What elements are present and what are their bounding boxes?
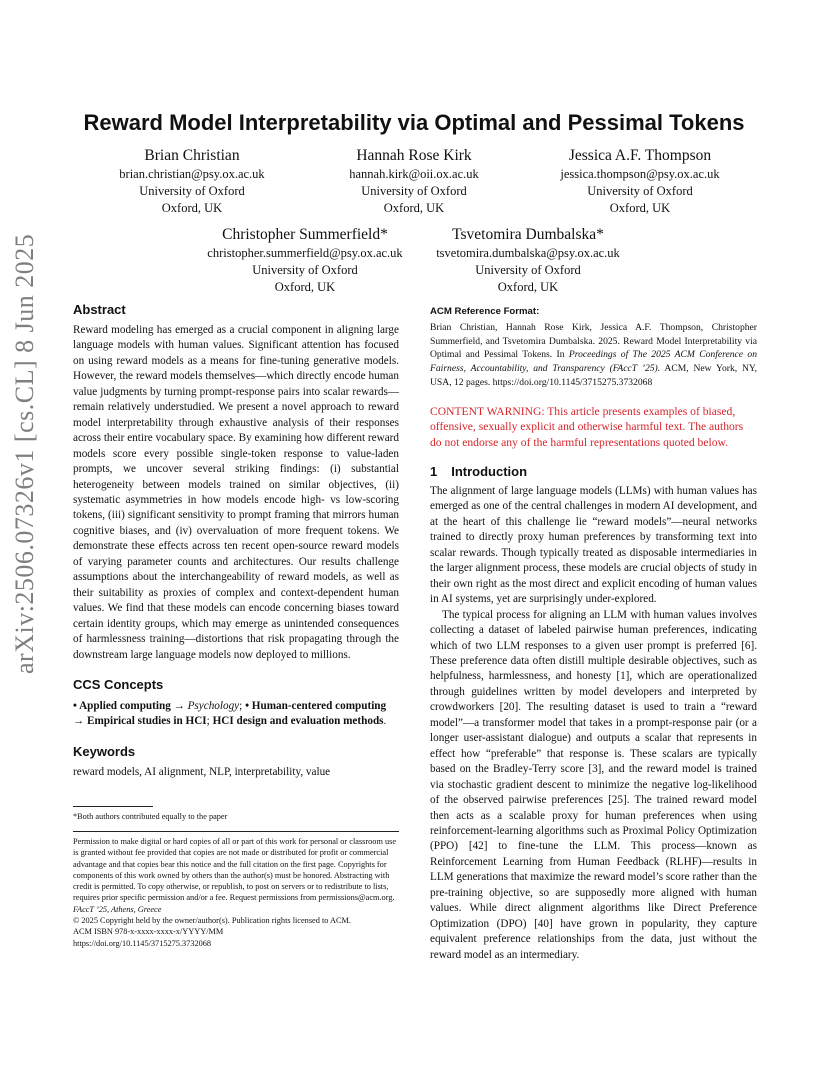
keywords-text: reward models, AI alignment, NLP, interpretability, value — [73, 765, 331, 778]
section-number: 1 — [430, 464, 438, 479]
author-block-4 — [190, 225, 420, 296]
conference-info: FAccT ’25, Athens, Greece — [73, 904, 162, 914]
author-location: Oxford, UK — [274, 280, 336, 294]
intro-heading — [430, 464, 757, 479]
keywords-heading: Keywords — [73, 743, 136, 759]
section-title: Introduction — [451, 464, 528, 479]
acm-reference-venue: Proceedings of The 2025 ACM Conference on Fairness, Accountability, and Transparency (FAccT ’25). — [430, 349, 757, 375]
ccs-term: HCI design and evaluation methods — [212, 715, 384, 728]
arxiv-stamp: arXiv:2506.07326v1 [cs.CL] 8 Jun 2025 — [10, 233, 39, 674]
paper-title: Reward Model Interpretability via Optimal and Pessimal Tokens — [83, 110, 745, 135]
author-email: hannah.kirk@oii.ox.ac.uk — [349, 167, 479, 181]
doi-link: https://doi.org/10.1145/3715275.3732068 — [73, 938, 212, 948]
footnote-area — [73, 806, 399, 949]
right-column — [430, 305, 757, 963]
author-affiliation: University of Oxford — [361, 184, 467, 198]
author-block-2 — [314, 146, 514, 217]
author-name: Christopher Summerfield* — [222, 226, 388, 243]
intro-paragraph-1: The alignment of large language models (LLMs) with human values has emerged as one of the central challenges in modern AI development, and at the heart of this challenge lie “reward models”—neural networks trained to directly proxy human preferences by transforming text into scalar rewards. Though typically treated as disposable intermediaries in the larger alignment process, these models are crucial objects of study in their own right as the most direct and explicit encoding of human values in AI systems, yet are surprisingly under-explored. — [430, 485, 757, 606]
author-affiliation: University of Oxford — [475, 263, 581, 277]
author-email: jessica.thompson@psy.ox.ac.uk — [560, 167, 720, 181]
author-name: Hannah Rose Kirk — [356, 147, 472, 164]
author-name: Tsvetomira Dumbalska* — [452, 226, 604, 243]
author-email: christopher.summerfield@psy.ox.ac.uk — [207, 246, 403, 260]
ccs-separator: ; — [206, 715, 213, 728]
acm-reference-part: Brian Christian, Hannah Rose Kirk, Jessica A.F. Thompson, Christopher Summerfield, and Tsvetomira Dumbalska. 2025. Reward Model Interpretability via Optimal and Pessimal Tokens. In — [430, 321, 757, 361]
author-email: tsvetomira.dumbalska@psy.ox.ac.uk — [436, 246, 620, 260]
footnote-rule — [73, 806, 153, 807]
author-affiliation: University of Oxford — [252, 263, 358, 277]
author-name: Jessica A.F. Thompson — [568, 147, 712, 164]
permission-notice: Permission to make digital or hard copies of all or part of this work for personal or classroom use is granted without fee provided that copies are not made or distributed for profit or commercial advantage and that copies bear this notice and the full citation on the first page. Copyrights for components of this work owned by others than the author(s) must be honored. Abstracting with credit is permitted. To copy otherwise, or republish, to post on servers or to redistribute to lists, requires prior specific permission and/or a fee. Request permissions from permissions@acm.org. — [73, 837, 397, 903]
author-affiliation: University of Oxford — [587, 184, 693, 198]
author-affiliation: University of Oxford — [139, 184, 245, 198]
isbn: ACM ISBN 978-x-xxxx-xxxx-x/YYYY/MM — [73, 927, 224, 937]
author-location: Oxford, UK — [497, 280, 559, 294]
acm-reference-text — [430, 321, 757, 390]
author-name: Brian Christian — [144, 147, 240, 164]
ccs-end: . — [383, 715, 387, 728]
ccs-separator: ; — [239, 699, 246, 712]
author-block-5 — [418, 225, 638, 296]
abstract-heading: Abstract — [73, 302, 126, 317]
intro-paragraph-2: The typical process for aligning an LLM with human values involves collecting a dataset of labeled pairwise human preferences, indicating which of two LLM responses to a given user prompt is preferred [6]. These preference data often distill multiple desirable objectives, such as helpfulness, harmlessness, and honesty [1], which are operationalized through guidelines written by model developers and interpreted by crowdworkers [20]. The resulting dataset is used to train a “reward model”—a transformer model that takes in a prompt-response pair (or a longer user-assistant dialogue) and outputs a scalar that represents in effect how “preferable” that response is. These scalars are typically based on the Bradley-Terry score [3], and the reward model is trained via stochastic gradient descent to minimize the negative log-likelihood of the observed pairwise preferences [25]. The trained reward model then acts as a scalable proxy for human preferences when using reinforcement-learning algorithms such as Proximal Policy Optimization (PPO) [42] to fine-tune the LLM. This process—known as Reinforcement Learning from Human Feedback (RLHF)—results in LLM generations that maximize the reward model’s score rather than the pre-training objective, so are supposedly more aligned with human values. While direct alignment algorithms like Direct Preference Optimization (DPO) [40] have grown in popularity, they capture equivalent preference relationships from the data, just without the reward model as an intermediary. — [430, 608, 757, 961]
author-email: brian.christian@psy.ox.ac.uk — [119, 167, 265, 181]
permission-rule — [73, 831, 399, 832]
ccs-concepts — [73, 699, 399, 730]
author-block-1 — [92, 146, 292, 217]
ccs-heading: CCS Concepts — [73, 676, 164, 692]
copyright-notice: © 2025 Copyright held by the owner/author(s). Publication rights licensed to ACM. — [73, 916, 351, 926]
ccs-term: Psychology — [187, 699, 240, 712]
ccs-term: • Human-centered computing → Empirical studies in HCI — [73, 699, 387, 728]
ccs-term: • Applied computing — [73, 699, 171, 712]
author-location: Oxford, UK — [383, 201, 445, 215]
author-location: Oxford, UK — [609, 201, 671, 215]
abstract-text: Reward modeling has emerged as a crucial component in aligning large language models with human values. Significant attention has focused on using reward models as a means for fine-tuning generative models. However, the reward models themselves—which directly encode human value judgments by turning prompt-response pairs into scalar rewards—remain relatively understudied. We present a novel approach to reward model interpretability through exhaustive analysis of their responses across their entire vocabulary space. By examining how different reward models score every possible single-token response to value-laden prompts, we uncover several striking findings: (i) substantial heterogeneity between models trained on similar objectives, (ii) systematic asymmetries in how models encode high- vs low-scoring tokens, (iii) significant sensitivity to prompt framing that mirrors human cognitive biases, and (iv) overvaluation of more frequent tokens. We demonstrate these effects across ten recent open-source reward models of varying parameter counts and architectures. Our results challenge assumptions about the interchangeability of reward models, as well as their suitability as proxies of complex and context-dependent human values. We find that these models can encode concerning biases toward certain identity groups, which may emerge as unintended consequences of harmlessness training—distortions that risk propagating through the downstream large language models now deployed to millions. — [73, 324, 399, 661]
equal-contribution-footnote: *Both authors contributed equally to the paper — [73, 812, 228, 821]
content-warning: CONTENT WARNING: This article presents examples of biased, offensive, sexually explicit and otherwise harmful text. The authors do not endorse any of the harmful representations quoted below. — [430, 404, 744, 449]
ccs-arrow: → — [170, 699, 188, 712]
author-block-3 — [530, 146, 750, 217]
acm-reference-heading: ACM Reference Format: — [430, 306, 540, 317]
acm-reference-part: ACM, New York, NY, USA, 12 pages. https://doi.org/10.1145/3715275.3732068 — [430, 363, 757, 388]
left-column — [73, 302, 399, 780]
author-location: Oxford, UK — [161, 201, 223, 215]
